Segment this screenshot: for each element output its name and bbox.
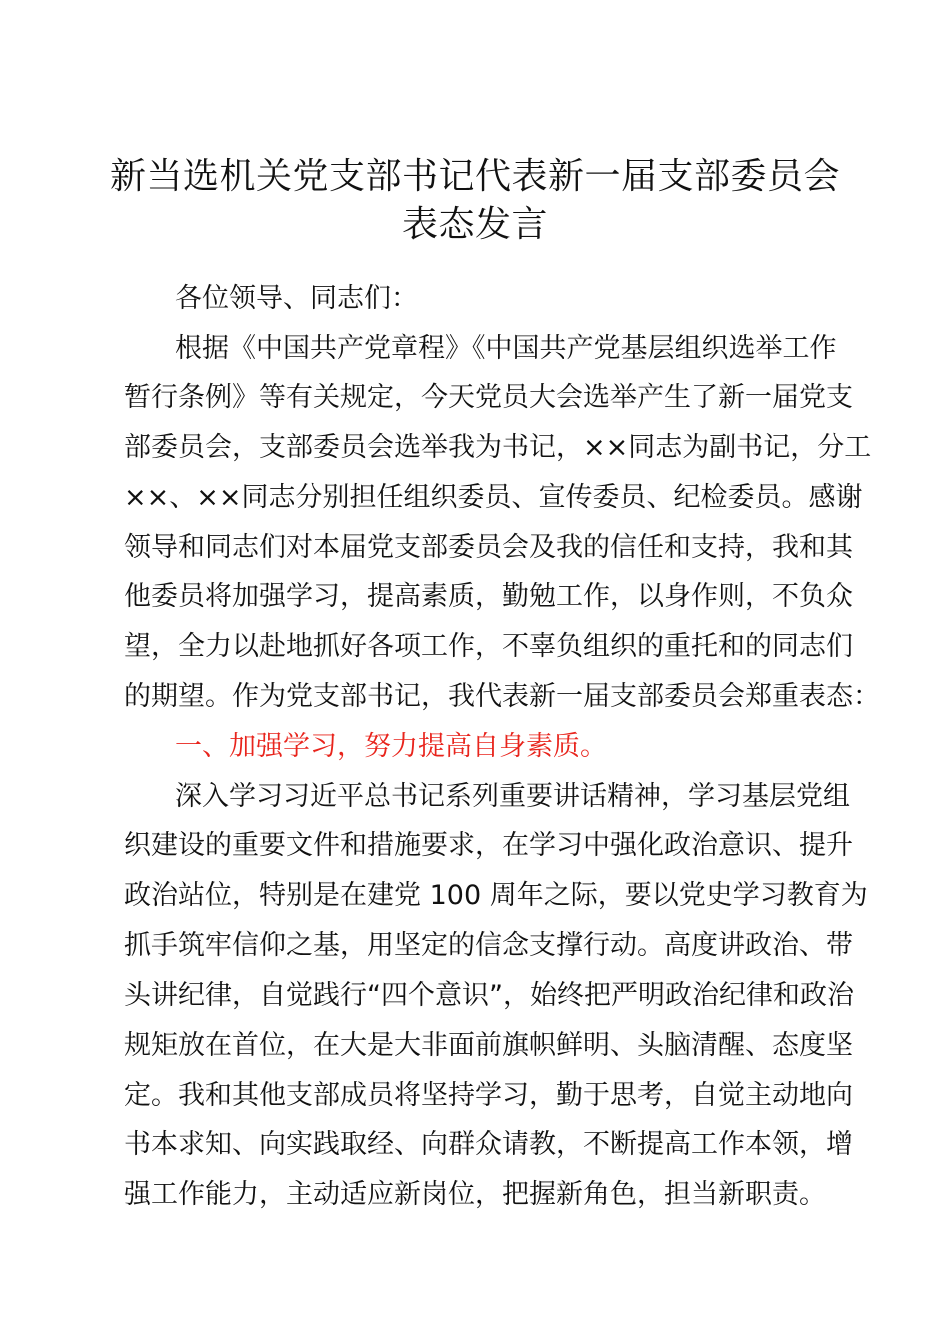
section-heading-1: 一、加强学习，努力提高自身素质。	[175, 731, 607, 762]
document-title-line-1: 新当选机关党支部书记代表新一届支部委员会	[109, 156, 840, 197]
paragraph-2-line: 头讲纪律，自觉践行“四个意识”，始终把严明政治纪律和政治	[124, 980, 854, 1011]
paragraph-1-line: 部委员会，支部委员会选举我为书记，××同志为副书记，分工	[124, 432, 872, 463]
paragraph-2-line: 规矩放在首位，在大是大非面前旗帜鲜明、头脑清醒、态度坚	[124, 1030, 853, 1061]
paragraph-1-line: 的期望。作为党支部书记，我代表新一届支部委员会郑重表态：	[124, 681, 880, 712]
paragraph-2-line: 政治站位，特别是在建党 100 周年之际，要以党史学习教育为	[124, 880, 868, 911]
paragraph-2-line: 定。我和其他支部成员将坚持学习，勤于思考，自觉主动地向	[124, 1080, 853, 1111]
paragraph-1-line: 根据《中国共产党章程》《中国共产党基层组织选举工作	[175, 333, 837, 364]
paragraph-1-line: ××、××同志分别担任组织委员、宣传委员、纪检委员。感谢	[124, 482, 863, 513]
paragraph-2-line: 书本求知、向实践取经、向群众请教，不断提高工作本领，增	[124, 1129, 853, 1160]
paragraph-1-line: 他委员将加强学习，提高素质，勤勉工作，以身作则，不负众	[124, 581, 853, 612]
paragraph-1-line: 望，全力以赴地抓好各项工作，不辜负组织的重托和的同志们	[124, 631, 853, 662]
paragraph-1-line: 暂行条例》等有关规定，今天党员大会选举产生了新一届党支	[124, 382, 853, 413]
salutation: 各位领导、同志们：	[175, 283, 418, 314]
paragraph-2-line: 深入学习习近平总书记系列重要讲话精神，学习基层党组	[175, 781, 850, 812]
paragraph-2-line: 抓手筑牢信仰之基，用坚定的信念支撑行动。高度讲政治、带	[124, 930, 853, 961]
paragraph-2-line: 织建设的重要文件和措施要求，在学习中强化政治意识、提升	[124, 830, 853, 861]
paragraph-1-line: 领导和同志们对本届党支部委员会及我的信任和支持，我和其	[124, 532, 853, 563]
paragraph-2-line: 强工作能力，主动适应新岗位，把握新角色，担当新职责。	[124, 1179, 826, 1210]
document-title-line-2: 表态发言	[401, 204, 548, 245]
